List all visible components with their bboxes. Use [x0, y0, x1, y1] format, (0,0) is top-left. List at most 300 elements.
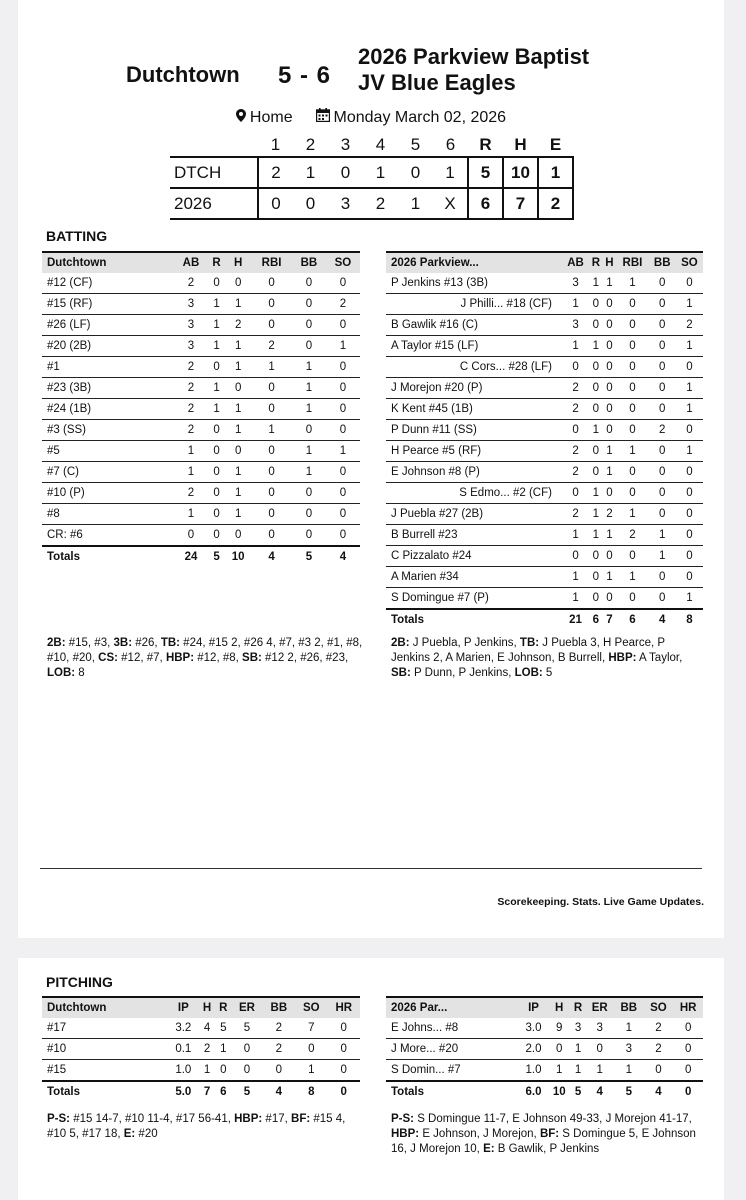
- note-label: E:: [123, 1128, 136, 1140]
- stat-cell: 0: [251, 273, 292, 294]
- totals-row: [386, 1081, 703, 1102]
- linescore-inning-cell: 0: [258, 188, 293, 219]
- stat-cell: 0: [589, 462, 603, 483]
- stat-cell: 0: [562, 483, 589, 504]
- note-label: LOB:: [514, 667, 543, 679]
- stat-cell: 1: [292, 462, 326, 483]
- stat-cell: 1: [295, 1060, 327, 1082]
- note-label: HBP:: [608, 652, 637, 664]
- note-label: BF:: [539, 1128, 560, 1140]
- stats-column-header: ER: [585, 997, 614, 1018]
- linescore-header-cell: 1: [270, 135, 281, 154]
- player-name: #10 (P): [42, 483, 174, 504]
- stat-cell: 2: [174, 378, 208, 399]
- divider: [40, 868, 702, 869]
- stat-cell: 1: [548, 1060, 571, 1082]
- linescore-header-cell: 2: [305, 135, 316, 154]
- stat-cell: 0: [326, 399, 360, 420]
- stat-cell: 1: [589, 273, 603, 294]
- totals-cell: 7: [603, 609, 617, 630]
- stat-cell: 2: [649, 420, 676, 441]
- player-row: [386, 294, 703, 315]
- totals-cell: 4: [649, 609, 676, 630]
- stat-cell: 1: [614, 1060, 644, 1082]
- totals-cell: 10: [548, 1081, 571, 1102]
- home-batting-table: [386, 251, 703, 630]
- stat-cell: 1: [562, 294, 589, 315]
- player-name: A Marien #34: [386, 567, 562, 588]
- stat-cell: 2: [603, 504, 617, 525]
- player-name: P Dunn #11 (SS): [386, 420, 562, 441]
- player-name: #23 (3B): [42, 378, 174, 399]
- stat-cell: 0: [616, 462, 648, 483]
- stat-cell: 0: [208, 420, 225, 441]
- totals-cell: 4: [251, 546, 292, 567]
- stat-cell: 0: [649, 273, 676, 294]
- stat-cell: 0: [326, 273, 360, 294]
- player-row: [42, 336, 360, 357]
- stat-cell: 0: [589, 378, 603, 399]
- stat-cell: 0: [676, 273, 703, 294]
- home-team-name: [358, 44, 589, 96]
- stat-cell: 1: [225, 483, 251, 504]
- stat-cell: 2: [263, 1018, 295, 1039]
- player-row: [386, 378, 703, 399]
- player-name: #12 (CF): [42, 273, 174, 294]
- box-score-page: [18, 0, 724, 938]
- stat-cell: 1: [225, 504, 251, 525]
- stats-header-row: [42, 997, 360, 1018]
- linescore-team: 2026: [170, 188, 258, 219]
- note-label: 2B:: [391, 637, 410, 649]
- player-row: [42, 378, 360, 399]
- note-label: 2B:: [47, 637, 66, 649]
- stat-cell: 0: [215, 1060, 231, 1082]
- stats-column-header: SO: [644, 997, 674, 1018]
- note-text: #12 2, #26, #23,: [261, 652, 349, 664]
- stat-cell: 0: [676, 462, 703, 483]
- stat-cell: 0: [562, 357, 589, 378]
- note-label: E:: [483, 1143, 495, 1155]
- note-text: #17,: [262, 1113, 292, 1125]
- stat-cell: 0: [649, 462, 676, 483]
- game-header: [18, 40, 724, 100]
- player-name: #5: [42, 441, 174, 462]
- stat-cell: 1: [676, 336, 703, 357]
- linescore-errors: 2: [538, 188, 573, 219]
- stat-cell: 0: [292, 525, 326, 547]
- stat-cell: 7: [295, 1018, 327, 1039]
- stat-cell: 0: [616, 546, 648, 567]
- linescore-team: DTCH: [170, 157, 258, 188]
- stat-cell: 0: [649, 315, 676, 336]
- stat-cell: 1: [208, 294, 225, 315]
- stat-cell: 1: [589, 504, 603, 525]
- stat-cell: 0: [603, 588, 617, 610]
- stat-cell: 3.2: [168, 1018, 199, 1039]
- stat-cell: 2: [174, 399, 208, 420]
- player-name: J Morejon #20 (P): [386, 378, 562, 399]
- stat-cell: 1: [614, 1018, 644, 1039]
- stat-cell: 1: [585, 1060, 614, 1082]
- stat-cell: 0: [326, 315, 360, 336]
- stat-cell: 0: [603, 357, 617, 378]
- stat-cell: 0: [174, 525, 208, 547]
- stat-cell: 1.0: [168, 1060, 199, 1082]
- stat-cell: 1: [649, 546, 676, 567]
- stat-cell: 2: [174, 357, 208, 378]
- linescore-header-cell: 3: [340, 135, 351, 154]
- stat-cell: 0: [208, 357, 225, 378]
- stat-cell: 0: [263, 1060, 295, 1082]
- linescore-inning-cell: 0: [398, 157, 433, 188]
- stat-cell: 2: [644, 1018, 674, 1039]
- totals-cell: 5.0: [168, 1081, 199, 1102]
- stat-cell: 1: [225, 294, 251, 315]
- stats-column-header: H: [199, 997, 215, 1018]
- stat-cell: 0: [292, 504, 326, 525]
- stat-cell: 1: [174, 504, 208, 525]
- player-name: J More... #20: [386, 1039, 519, 1060]
- stat-cell: 1: [562, 525, 589, 546]
- stat-cell: 1: [225, 357, 251, 378]
- note-text: #12, #7,: [117, 652, 166, 664]
- note-text: 8: [75, 667, 85, 679]
- stat-cell: 0: [616, 420, 648, 441]
- stat-cell: 1: [562, 567, 589, 588]
- player-name: B Gawlik #16 (C): [386, 315, 562, 336]
- linescore-inning-cell: 2: [258, 157, 293, 188]
- stats-column-header: SO: [676, 252, 703, 273]
- stat-cell: 1: [208, 378, 225, 399]
- note-label: HBP:: [165, 652, 195, 664]
- stat-cell: 0: [589, 399, 603, 420]
- totals-label: Totals: [42, 1081, 168, 1102]
- linescore-hits: 7: [503, 188, 538, 219]
- player-row: [42, 273, 360, 294]
- player-row: [42, 462, 360, 483]
- player-row: [386, 567, 703, 588]
- stat-cell: 2.0: [519, 1039, 548, 1060]
- stat-cell: 0: [649, 567, 676, 588]
- note-label: LOB:: [47, 667, 76, 679]
- stat-cell: 1: [199, 1060, 215, 1082]
- stats-column-header: RBI: [616, 252, 648, 273]
- stat-cell: 1: [676, 294, 703, 315]
- stat-cell: 0: [292, 483, 326, 504]
- stat-cell: 2: [263, 1039, 295, 1060]
- note-label: HBP:: [391, 1128, 420, 1140]
- stat-cell: 2: [644, 1039, 674, 1060]
- stat-cell: 3: [174, 315, 208, 336]
- stat-cell: 0: [616, 588, 648, 610]
- stat-cell: 0: [231, 1060, 262, 1082]
- totals-cell: 6: [616, 609, 648, 630]
- stat-cell: 0: [649, 441, 676, 462]
- stats-column-header: R: [215, 997, 231, 1018]
- stat-cell: 1: [571, 1039, 586, 1060]
- stat-cell: 2: [251, 336, 292, 357]
- stat-cell: 3: [562, 273, 589, 294]
- player-name: C Cors... #28 (LF): [386, 357, 562, 378]
- stat-cell: 2: [199, 1039, 215, 1060]
- stat-cell: 0: [616, 357, 648, 378]
- linescore-inning-cell: 1: [293, 157, 328, 188]
- totals-cell: 8: [676, 609, 703, 630]
- stat-cell: 0: [208, 273, 225, 294]
- stat-cell: 0: [548, 1039, 571, 1060]
- home-batting-notes: [391, 636, 701, 681]
- player-row: [42, 504, 360, 525]
- note-label: TB:: [519, 637, 540, 649]
- stat-cell: 0: [649, 357, 676, 378]
- stats-column-header: ER: [231, 997, 262, 1018]
- player-row: [386, 1039, 703, 1060]
- stat-cell: 3.0: [519, 1018, 548, 1039]
- stat-cell: 1: [292, 378, 326, 399]
- stats-header-row: [386, 997, 703, 1018]
- note-text: #15 14-7, #10 11-4, #17 56-41,: [70, 1113, 235, 1125]
- stat-cell: 2: [174, 483, 208, 504]
- stat-cell: 0: [603, 336, 617, 357]
- stat-cell: 0: [251, 525, 292, 547]
- note-text: A Taylor,: [636, 652, 683, 664]
- pitching-section-title: PITCHING: [46, 974, 113, 990]
- stat-cell: 0: [603, 399, 617, 420]
- note-label: TB:: [160, 637, 180, 649]
- stat-cell: 0: [326, 483, 360, 504]
- stat-cell: 0: [585, 1039, 614, 1060]
- linescore-row: [170, 188, 573, 219]
- stat-cell: 0: [251, 378, 292, 399]
- player-row: [386, 441, 703, 462]
- game-meta: [18, 108, 724, 127]
- stat-cell: 1: [616, 504, 648, 525]
- linescore-inning-cell: 2: [363, 188, 398, 219]
- player-row: [386, 399, 703, 420]
- totals-cell: 5: [208, 546, 225, 567]
- stat-cell: 0: [603, 378, 617, 399]
- stats-team-header: 2026 Par...: [386, 997, 519, 1018]
- stat-cell: 0: [616, 399, 648, 420]
- stat-cell: 0: [589, 567, 603, 588]
- away-pitching-notes: [47, 1112, 363, 1142]
- stats-team-header: Dutchtown: [42, 997, 168, 1018]
- stat-cell: 0: [676, 546, 703, 567]
- stat-cell: 0: [649, 336, 676, 357]
- stat-cell: 0: [326, 504, 360, 525]
- stats-team-header: Dutchtown: [42, 252, 174, 273]
- stat-cell: 0: [225, 378, 251, 399]
- stat-cell: 1: [225, 399, 251, 420]
- stat-cell: 2: [562, 399, 589, 420]
- player-row: [386, 504, 703, 525]
- totals-label: Totals: [42, 546, 174, 567]
- stat-cell: 1: [589, 483, 603, 504]
- linescore-header-cell: 5: [410, 135, 421, 154]
- stat-cell: 0: [231, 1039, 262, 1060]
- player-name: J Puebla #27 (2B): [386, 504, 562, 525]
- note-text: #15, #3,: [65, 637, 114, 649]
- stat-cell: 4: [199, 1018, 215, 1039]
- stat-cell: 0: [326, 378, 360, 399]
- home-team-line1: 2026 Parkview Baptist: [358, 44, 590, 69]
- stat-cell: 0: [673, 1060, 703, 1082]
- stats-column-header: IP: [168, 997, 199, 1018]
- stat-cell: 0: [208, 504, 225, 525]
- player-name: B Burrell #23: [386, 525, 562, 546]
- stats-column-header: AB: [562, 252, 589, 273]
- linescore-errors: 1: [538, 157, 573, 188]
- stat-cell: 1: [616, 273, 648, 294]
- player-name: C Pizzalato #24: [386, 546, 562, 567]
- player-row: [42, 399, 360, 420]
- pitching-page: [18, 958, 724, 1200]
- stat-cell: 0: [616, 378, 648, 399]
- location-text: Home: [249, 109, 293, 126]
- player-name: S Edmo... #2 (CF): [386, 483, 562, 504]
- linescore-header-cell: 4: [375, 135, 386, 154]
- player-row: [386, 273, 703, 294]
- player-name: #17: [42, 1018, 168, 1039]
- stat-cell: 1: [292, 399, 326, 420]
- player-name: #10: [42, 1039, 168, 1060]
- stat-cell: 0: [676, 357, 703, 378]
- stat-cell: 0: [292, 420, 326, 441]
- totals-cell: 6.0: [519, 1081, 548, 1102]
- stat-cell: 1: [603, 462, 617, 483]
- stats-column-header: RBI: [251, 252, 292, 273]
- stat-cell: 0: [676, 567, 703, 588]
- player-row: [42, 1060, 360, 1082]
- stat-cell: 1: [676, 399, 703, 420]
- note-label: BF:: [291, 1113, 311, 1125]
- stat-cell: 5: [215, 1018, 231, 1039]
- batting-section-title: BATTING: [46, 228, 108, 244]
- totals-cell: 6: [589, 609, 603, 630]
- stat-cell: 0: [603, 483, 617, 504]
- stat-cell: 1: [208, 315, 225, 336]
- stat-cell: 3: [571, 1018, 586, 1039]
- player-row: [386, 420, 703, 441]
- stat-cell: 0: [616, 315, 648, 336]
- linescore-hits: 10: [503, 157, 538, 188]
- stats-team-header: 2026 Parkview...: [386, 252, 562, 273]
- note-label: CS:: [98, 652, 118, 664]
- stat-cell: 0: [326, 420, 360, 441]
- stat-cell: 0: [326, 462, 360, 483]
- note-label: HBP:: [234, 1113, 263, 1125]
- away-batting-notes: [47, 636, 363, 681]
- stat-cell: 0: [328, 1018, 360, 1039]
- linescore-inning-cell: 3: [328, 188, 363, 219]
- note-text: S Domingue 11-7, E Johnson 49-33, J Morejon 41-17,: [414, 1113, 692, 1125]
- totals-cell: 4: [644, 1081, 674, 1102]
- player-name: S Domingue #7 (P): [386, 588, 562, 610]
- player-name: #15 (RF): [42, 294, 174, 315]
- linescore-runs: 5: [468, 157, 503, 188]
- note-text: #12, #8,: [194, 652, 243, 664]
- stat-cell: 0: [295, 1039, 327, 1060]
- stat-cell: 0: [616, 294, 648, 315]
- player-name: A Taylor #15 (LF): [386, 336, 562, 357]
- stats-column-header: AB: [174, 252, 208, 273]
- player-row: [42, 315, 360, 336]
- linescore-header-row: [170, 134, 573, 157]
- totals-cell: 8: [295, 1081, 327, 1102]
- home-pitching-table: [386, 996, 703, 1102]
- stat-cell: 0: [326, 525, 360, 547]
- stat-cell: 1: [562, 336, 589, 357]
- stats-column-header: H: [225, 252, 251, 273]
- footer-tagline: Scorekeeping. Stats. Live Game Updates.: [497, 896, 704, 908]
- stats-column-header: R: [208, 252, 225, 273]
- stat-cell: 0: [589, 588, 603, 610]
- stat-cell: 1: [571, 1060, 586, 1082]
- player-name: #3 (SS): [42, 420, 174, 441]
- stats-column-header: HR: [673, 997, 703, 1018]
- stat-cell: 0: [603, 315, 617, 336]
- player-row: [42, 420, 360, 441]
- player-name: J Philli... #18 (CF): [386, 294, 562, 315]
- stat-cell: 1: [174, 462, 208, 483]
- stat-cell: 1: [589, 336, 603, 357]
- stat-cell: 1: [225, 462, 251, 483]
- note-text: #15 4, #10 5, #17 18,: [47, 1113, 346, 1140]
- stat-cell: 1: [326, 441, 360, 462]
- location-pin-icon: [236, 110, 246, 125]
- stat-cell: 0: [292, 315, 326, 336]
- stat-cell: 0: [251, 294, 292, 315]
- stat-cell: 3: [174, 336, 208, 357]
- stat-cell: 1: [649, 525, 676, 546]
- linescore-header-blank: [170, 134, 258, 157]
- stat-cell: 2: [174, 273, 208, 294]
- stat-cell: 0: [292, 336, 326, 357]
- player-row: [386, 462, 703, 483]
- stat-cell: 1: [251, 420, 292, 441]
- linescore-inning-cell: X: [433, 188, 468, 219]
- stat-cell: 2: [676, 315, 703, 336]
- stat-cell: 2: [562, 504, 589, 525]
- stat-cell: 2: [326, 294, 360, 315]
- stats-column-header: HR: [328, 997, 360, 1018]
- stat-cell: 0: [649, 483, 676, 504]
- totals-cell: 4: [263, 1081, 295, 1102]
- stat-cell: 0: [328, 1060, 360, 1082]
- linescore-row: [170, 157, 573, 188]
- stat-cell: 0: [649, 378, 676, 399]
- linescore-header-cell: E: [549, 135, 562, 154]
- stat-cell: 1.0: [519, 1060, 548, 1082]
- stat-cell: 0: [225, 441, 251, 462]
- player-row: [386, 1018, 703, 1039]
- stat-cell: 0: [562, 546, 589, 567]
- note-text: S Domingue 5, E Johnson 16, J Morejon 10,: [391, 1128, 696, 1155]
- stat-cell: 1: [292, 357, 326, 378]
- stat-cell: 0: [589, 546, 603, 567]
- stat-cell: 0: [649, 504, 676, 525]
- player-row: [42, 483, 360, 504]
- stats-header-row: [386, 252, 703, 273]
- totals-cell: 0: [328, 1081, 360, 1102]
- player-row: [42, 1018, 360, 1039]
- totals-cell: 5: [231, 1081, 262, 1102]
- stats-column-header: BB: [614, 997, 644, 1018]
- stat-cell: 1: [208, 336, 225, 357]
- stats-column-header: BB: [263, 997, 295, 1018]
- stat-cell: 0: [225, 525, 251, 547]
